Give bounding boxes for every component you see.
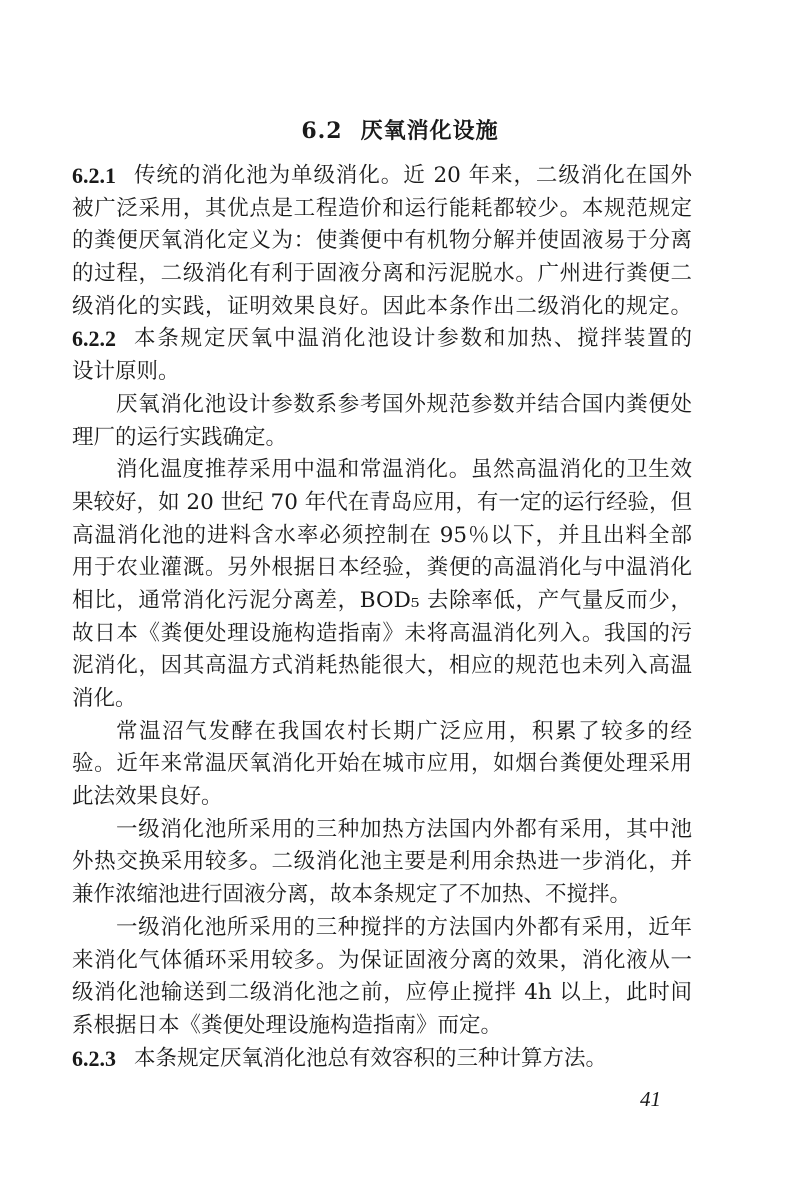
line-text: 用于农业灌溉。另外根据日本经验，粪便的高温消化与中温消化	[72, 555, 692, 581]
text-line	[72, 552, 692, 585]
text-line	[72, 781, 692, 814]
line-text: 系根据日本《粪便处理设施构造指南》而定。	[72, 1012, 503, 1038]
line-text: 外热交换采用较多。二级消化池主要是利用余热进一步消化，并	[72, 849, 692, 875]
line-text: 的粪便厌氧消化定义为：使粪便中有机物分解并使固液易于分离	[72, 228, 692, 254]
document-body	[72, 160, 692, 1075]
section-title: 厌氧消化设施	[360, 118, 499, 144]
text-line	[72, 912, 692, 945]
line-text: 级消化的实践，证明效果良好。因此本条作出二级消化的规定。	[72, 293, 692, 319]
line-text: 果较好，如 20 世纪 70 年代在青岛应用，有一定的运行经验，但	[72, 489, 692, 515]
text-line	[72, 487, 692, 520]
text-line	[72, 650, 692, 683]
section-number: 6.2	[301, 118, 343, 144]
text-line	[72, 618, 692, 651]
line-text: 理厂的运行实践确定。	[72, 424, 288, 450]
line-text: 被广泛采用，其优点是工程造价和运行能耗都较少。本规范规定	[72, 195, 692, 221]
text-line	[72, 225, 692, 258]
line-text: 一级消化池所采用的三种搅拌的方法国内外都有采用，近年	[116, 914, 692, 940]
text-line	[72, 1043, 692, 1076]
line-text: 传统的消化池为单级消化。近 20 年来，二级消化在国外	[134, 163, 692, 188]
line-text: 的过程，二级消化有利于固液分离和污泥脱水。广州进行粪便二	[72, 261, 692, 287]
clause-number: 6.2.3	[72, 1045, 116, 1071]
line-text: 本条规定厌氧消化池总有效容积的三种计算方法。	[134, 1045, 608, 1071]
line-text: 本条规定厌氧中温消化池设计参数和加热、搅拌装置的	[134, 326, 692, 352]
text-line	[72, 683, 692, 716]
line-text: 故日本《粪便处理设施构造指南》未将高温消化列入。我国的污	[72, 620, 692, 646]
line-text: 消化。	[72, 686, 137, 711]
clause-number: 6.2.1	[72, 163, 116, 188]
line-text: 消化温度推荐采用中温和常温消化。虽然高温消化的卫生效	[116, 457, 692, 483]
text-line	[72, 356, 692, 389]
section-heading	[0, 114, 800, 145]
page-number: 41	[640, 1087, 661, 1111]
line-text: 来消化气体循环采用较多。为保证固液分离的效果，消化液从一	[72, 947, 692, 973]
text-line	[72, 879, 692, 912]
text-line	[72, 520, 692, 553]
text-line	[72, 258, 692, 291]
text-line	[72, 945, 692, 978]
line-text: 一级消化池所采用的三种加热方法国内外都有采用，其中池	[116, 816, 692, 842]
text-line	[72, 454, 692, 487]
line-text: 设计原则。	[72, 359, 180, 385]
text-line	[72, 977, 692, 1010]
text-line	[72, 585, 692, 618]
text-line	[72, 323, 692, 356]
text-line	[72, 160, 692, 193]
text-line	[72, 1010, 692, 1043]
text-line	[72, 193, 692, 226]
line-text: 泥消化，因其高温方式消耗热能很大，相应的规范也未列入高温	[72, 653, 692, 679]
line-text: 厌氧消化池设计参数系参考国外规范参数并结合国内粪便处	[116, 391, 692, 417]
line-text: 常温沼气发酵在我国农村长期广泛应用，积累了较多的经	[116, 718, 692, 744]
text-line	[72, 814, 692, 847]
line-text: 此法效果良好。	[72, 784, 223, 810]
clause-number: 6.2.2	[72, 326, 116, 352]
text-line	[72, 389, 692, 422]
line-text: 级消化池输送到二级消化池之前，应停止搅拌 4h 以上，此时间	[72, 980, 692, 1006]
line-text: 相比，通常消化污泥分离差，BOD₅ 去除率低，产气量反而少，	[72, 587, 692, 613]
text-line	[72, 716, 692, 749]
line-text: 高温消化池的进料含水率必须控制在 95％以下，并且出料全部	[72, 522, 692, 548]
text-line	[72, 422, 692, 455]
line-text: 兼作浓缩池进行固液分离，故本条规定了不加热、不搅拌。	[72, 882, 632, 908]
line-text: 验。近年来常温厌氧消化开始在城市应用，如烟台粪便处理采用	[72, 751, 692, 777]
text-line	[72, 291, 692, 324]
text-line	[72, 748, 692, 781]
text-line	[72, 846, 692, 879]
